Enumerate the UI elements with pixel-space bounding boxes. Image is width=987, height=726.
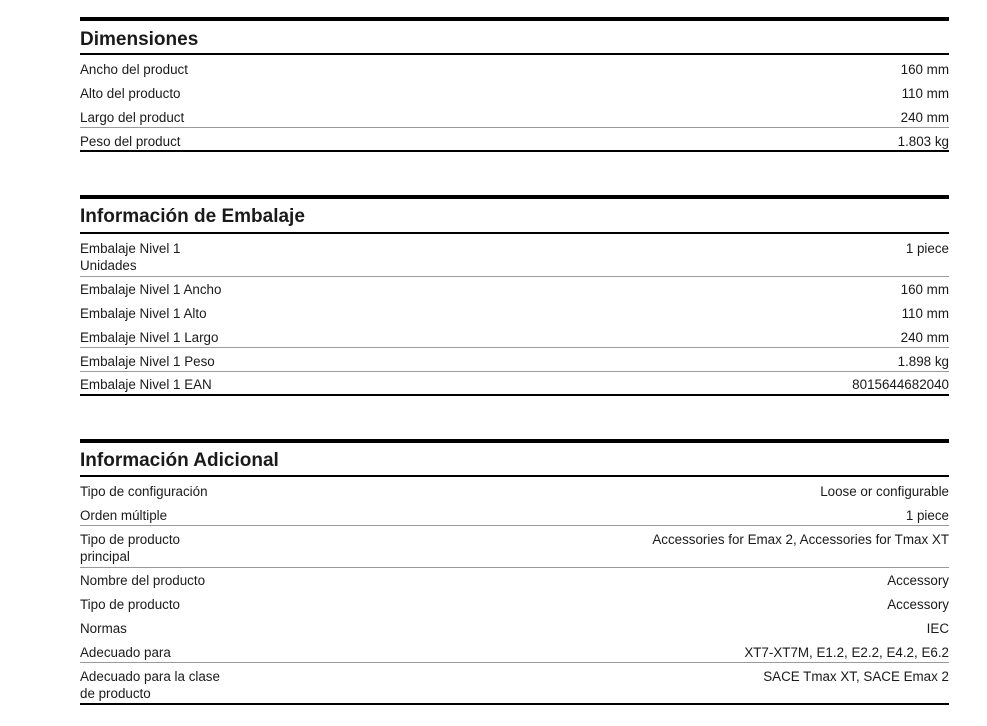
row-value: 240 mm [900, 330, 949, 345]
row-label: Embalaje Nivel 1 EAN [80, 377, 212, 392]
row-divider [80, 127, 949, 128]
row-value: XT7-XT7M, E1.2, E2.2, E4.2, E6.2 [744, 645, 949, 660]
row-label: Tipo de producto [80, 597, 180, 612]
row-value: 1.898 kg [897, 354, 949, 369]
row-value: 160 mm [900, 62, 949, 77]
row-divider [80, 525, 949, 526]
row-value: 8015644682040 [852, 377, 949, 392]
row-value: 160 mm [900, 282, 949, 297]
section-bottom-rule [80, 703, 949, 705]
section-top-rule [80, 439, 949, 443]
row-value: 1 piece [905, 508, 949, 523]
row-value: Accessory [887, 597, 949, 612]
row-value: 240 mm [900, 110, 949, 125]
row-divider [80, 347, 949, 348]
row-value: Accessories for Emax 2, Accessories for Tmax XT [652, 532, 949, 547]
section-title-rule [80, 53, 949, 55]
row-value: 110 mm [901, 306, 949, 321]
row-value: Accessory [887, 573, 949, 588]
row-label [80, 531, 180, 565]
row-label [80, 240, 180, 274]
row-value: 1.803 kg [897, 134, 949, 149]
row-divider [80, 567, 949, 568]
section-title: Información de Embalaje [80, 206, 305, 227]
row-label-line1: Tipo de producto [80, 532, 180, 547]
row-label: Adecuado para [80, 645, 171, 660]
row-divider [80, 276, 949, 277]
row-label-line2: principal [80, 549, 130, 564]
row-value: SACE Tmax XT, SACE Emax 2 [763, 669, 949, 684]
row-label: Largo del product [80, 110, 185, 125]
row-value: 1 piece [905, 241, 949, 256]
section-bottom-rule [80, 150, 949, 152]
row-value: IEC [926, 621, 949, 636]
section-title: Información Adicional [80, 450, 279, 471]
row-label: Nombre del producto [80, 573, 206, 588]
row-label-line2: de producto [80, 686, 151, 701]
row-label-line1: Adecuado para la clase [80, 669, 220, 684]
row-label: Orden múltiple [80, 508, 168, 523]
row-label: Normas [80, 621, 127, 636]
section-title-rule [80, 232, 949, 234]
row-label-line2: Unidades [80, 258, 137, 273]
row-label: Peso del product [80, 134, 181, 149]
row-label: Ancho del product [80, 62, 188, 77]
row-label: Embalaje Nivel 1 Alto [80, 306, 207, 321]
row-value: 110 mm [901, 86, 949, 101]
section-title: Dimensiones [80, 29, 199, 50]
section-top-rule [80, 17, 949, 21]
row-label: Alto del producto [80, 86, 181, 101]
section-top-rule [80, 195, 949, 199]
row-label: Tipo de configuración [80, 484, 208, 499]
section-bottom-rule [80, 394, 949, 396]
row-value: Loose or configurable [820, 484, 949, 499]
row-label-line1: Embalaje Nivel 1 [80, 241, 181, 256]
row-label: Embalaje Nivel 1 Peso [80, 354, 215, 369]
row-label [80, 668, 220, 702]
row-label: Embalaje Nivel 1 Largo [80, 330, 219, 345]
row-divider [80, 371, 949, 372]
row-divider [80, 662, 949, 663]
row-label: Embalaje Nivel 1 Ancho [80, 282, 222, 297]
section-title-rule [80, 475, 949, 477]
